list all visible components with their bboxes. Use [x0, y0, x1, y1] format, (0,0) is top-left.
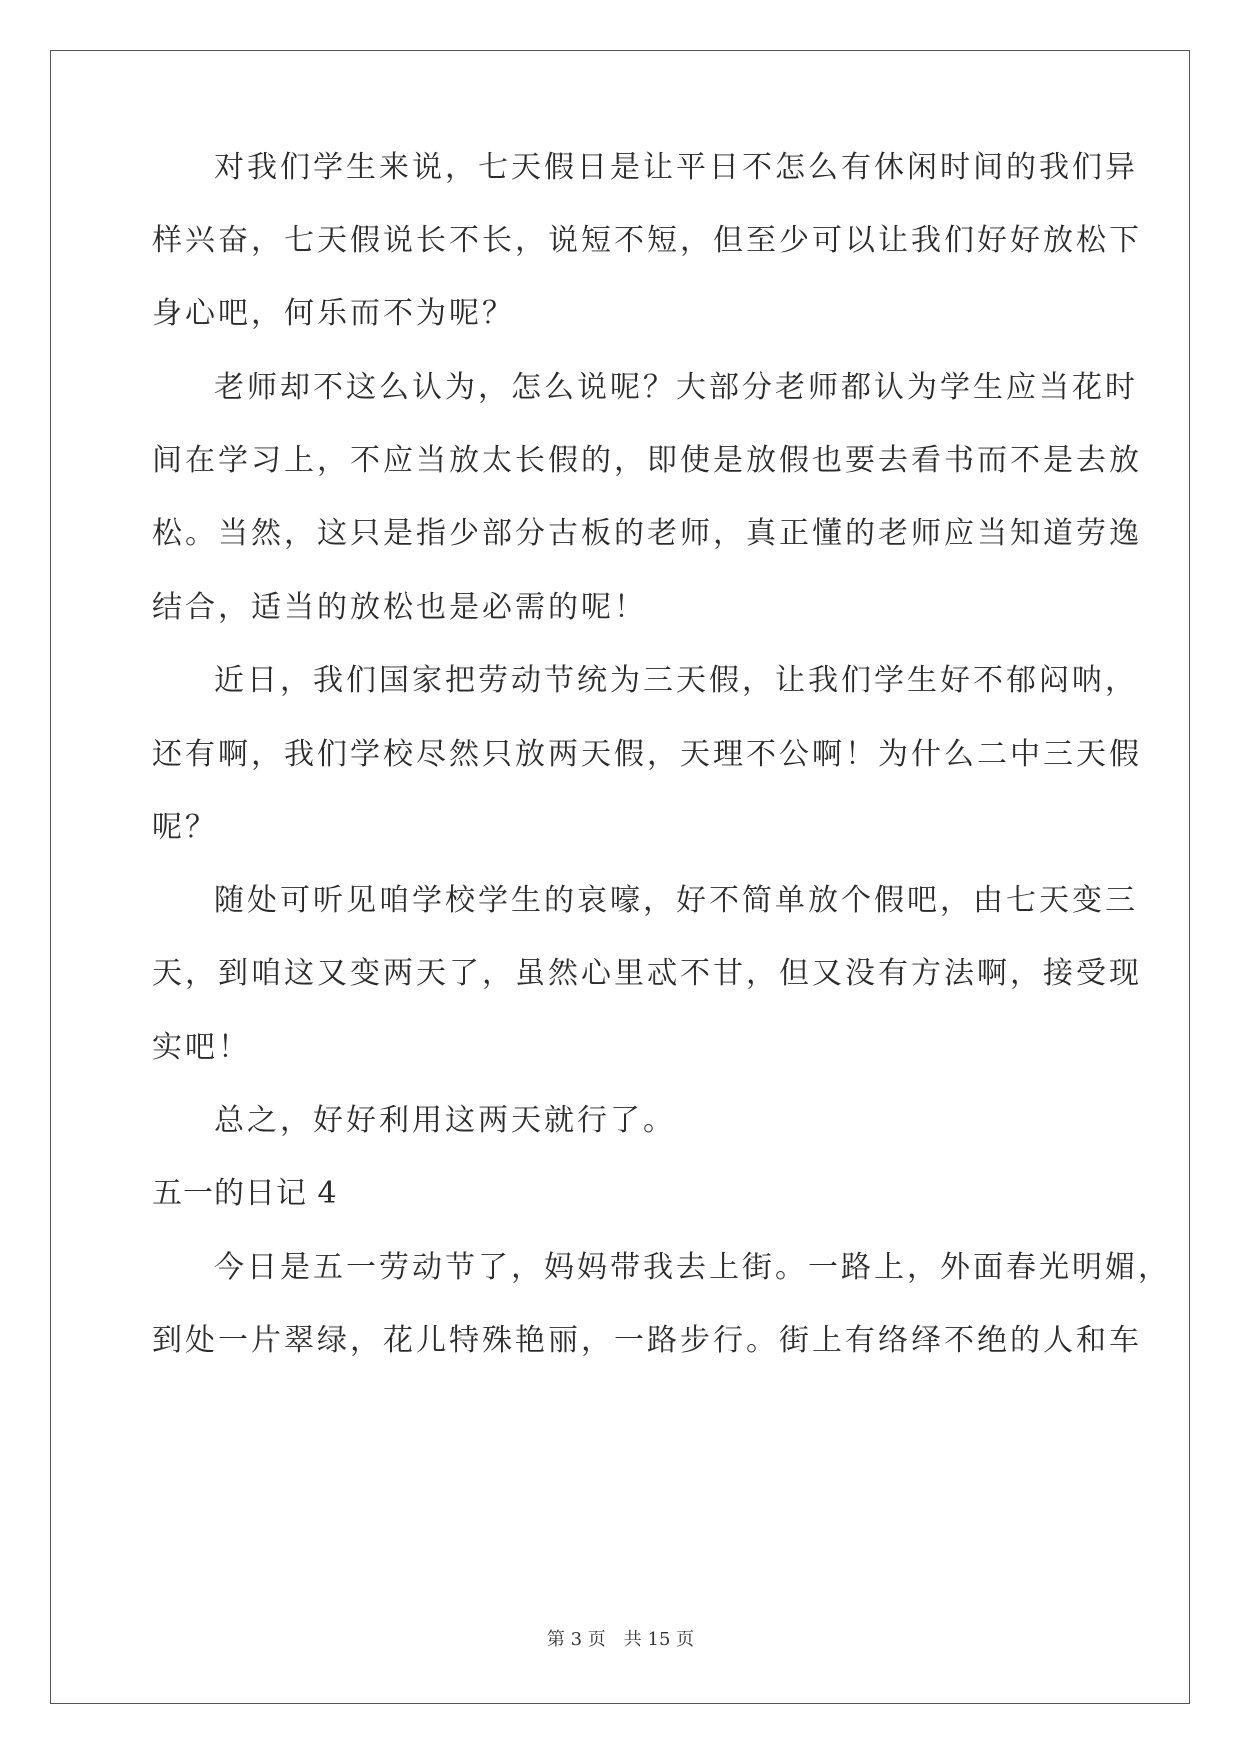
final-paragraph-line-1: 今日是五一劳动节了，妈妈带我去上街。一路上，外面春光明媚， — [214, 1250, 1171, 1285]
paragraph-5-line-1: 总之，好好利用这两天就行了。 — [214, 1103, 676, 1138]
paragraph-3-line-1: 近日，我们国家把劳动节统为三天假，让我们学生好不郁闷呐， — [214, 663, 1138, 698]
final-paragraph-line-2: 到处一片翠绿，花儿特殊艳丽，一路步行。街上有络绎不绝的人和车 — [152, 1323, 1142, 1358]
section-heading: 五一的日记 4 — [152, 1176, 338, 1211]
total-pages-label: 共 15 页 — [623, 1629, 695, 1650]
paragraph-4-line-1: 随处可听见咱学校学生的哀嚎，好不简单放个假吧，由七天变三 — [214, 883, 1138, 918]
paragraph-2-line-4: 结合，适当的放松也是必需的呢！ — [152, 590, 647, 625]
paragraph-2-line-1: 老师却不这么认为，怎么说呢？大部分老师都认为学生应当花时 — [214, 370, 1138, 405]
paragraph-1-line-1: 对我们学生来说，七天假日是让平日不怎么有休闲时间的我们异 — [214, 150, 1138, 185]
paragraph-3-line-2: 还有啊，我们学校尽然只放两天假，天理不公啊！为什么二中三天假 — [152, 737, 1142, 772]
paragraph-2-line-3: 松。当然，这只是指少部分古板的老师，真正懂的老师应当知道劳逸 — [152, 516, 1142, 551]
page-footer — [0, 1628, 1241, 1652]
paragraph-4-line-2: 天，到咱这又变两天了，虽然心里忒不甘，但又没有方法啊，接受现 — [152, 956, 1142, 991]
paragraph-2-line-2: 间在学习上，不应当放太长假的，即使是放假也要去看书而不是去放 — [152, 443, 1142, 478]
paragraph-3-line-3: 呢？ — [152, 810, 218, 845]
page-number-label: 第 3 页 — [546, 1629, 606, 1650]
paragraph-1-line-2: 样兴奋，七天假说长不长，说短不短，但至少可以让我们好好放松下 — [152, 223, 1142, 258]
paragraph-4-line-3: 实吧！ — [152, 1030, 251, 1065]
paragraph-1-line-3: 身心吧，何乐而不为呢？ — [152, 296, 515, 331]
